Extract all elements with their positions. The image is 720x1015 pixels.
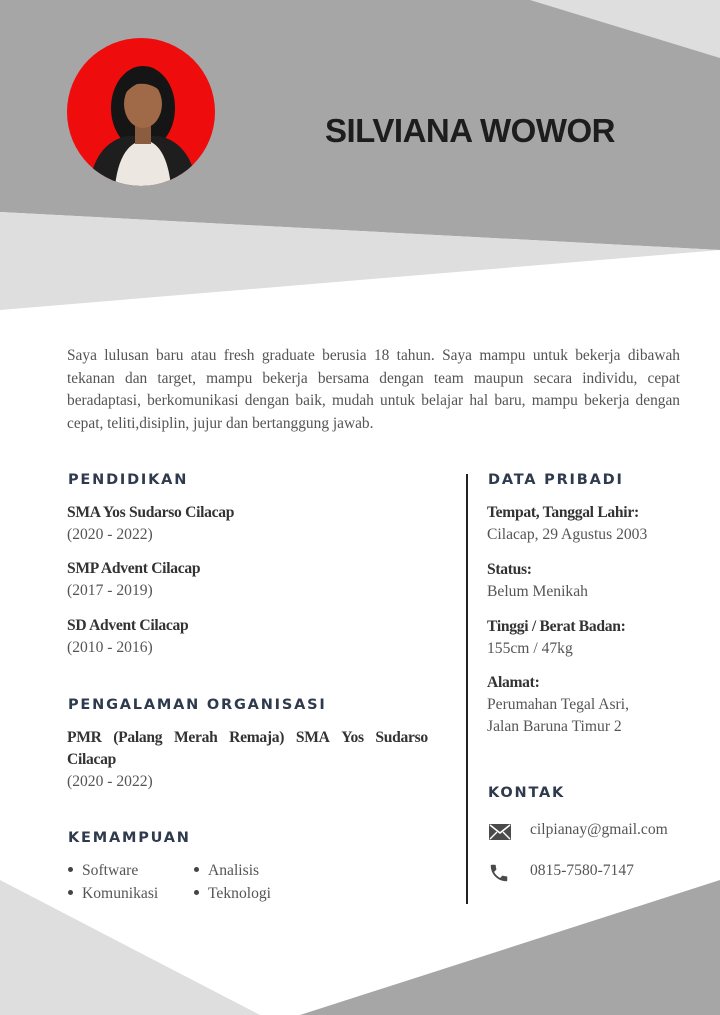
school-name: SD Advent Cilacap <box>67 617 189 634</box>
status-label: Status: <box>487 561 532 578</box>
email-text[interactable]: cilpianay@gmail.com <box>530 821 668 838</box>
school-name: SMP Advent Cilacap <box>67 560 201 577</box>
address-line: Jalan Baruna Timur 2 <box>487 718 622 735</box>
org-word: SMA <box>295 729 330 746</box>
phone-icon <box>488 862 510 884</box>
organization-name-line <box>67 727 428 749</box>
height-weight-value: 155cm / 47kg <box>487 640 573 657</box>
height-weight-label: Tinggi / Berat Badan: <box>487 618 626 635</box>
status-info <box>487 559 588 603</box>
school-years: (2010 - 2016) <box>67 639 153 656</box>
personal-data-heading: DATA PRIBADI <box>488 472 624 488</box>
school-years: (2020 - 2022) <box>67 526 153 543</box>
org-word: (Palang <box>113 729 163 746</box>
birth-info <box>487 502 647 546</box>
mail-icon <box>488 823 512 841</box>
height-weight-info <box>487 616 626 660</box>
phone-text[interactable]: 0815-7580-7147 <box>530 862 634 879</box>
status-value: Belum Menikah <box>487 583 588 600</box>
org-word: PMR <box>67 729 102 746</box>
skill-item: Teknologi <box>194 883 271 906</box>
organization-name-line2: Cilacap <box>67 751 117 768</box>
address-line: Perumahan Tegal Asri, <box>487 696 629 713</box>
profile-photo <box>67 38 215 186</box>
skills-heading: KEMAMPUAN <box>68 830 191 846</box>
school-name: SMA Yos Sudarso Cilacap <box>67 504 235 521</box>
birth-value: Cilacap, 29 Agustus 2003 <box>487 526 648 543</box>
skill-item: Software <box>68 860 138 883</box>
page-title: SILVIANA WOWOR <box>325 112 615 149</box>
org-word: Merah <box>173 729 218 746</box>
address-label: Alamat: <box>487 674 540 691</box>
organization-heading: PENGALAMAN ORGANISASI <box>68 697 327 713</box>
organization-entry <box>67 727 428 793</box>
skill-item: Komunikasi <box>68 883 158 906</box>
education-entry <box>67 615 188 659</box>
education-heading: PENDIDIKAN <box>68 472 189 488</box>
organization-years: (2020 - 2022) <box>67 773 153 790</box>
column-divider <box>466 474 468 904</box>
contact-heading: KONTAK <box>488 785 566 801</box>
profile-summary: Saya lulusan baru atau fresh graduate berusia 18 tahun. Saya mampu untuk bekerja dibawah tekanan dan target, mampu bekerja bersama dengan team maupun secara individu, cepat beradaptasi, berkomunikasi dengan baik, mudah untuk belajar hal baru, mampu bekerja dengan cepat, teliti,disiplin, jujur dan bertanggung jawab. <box>67 347 680 432</box>
skill-item: Analisis <box>194 860 259 883</box>
education-entry <box>67 558 200 602</box>
school-years: (2017 - 2019) <box>67 582 153 599</box>
birth-label: Tempat, Tanggal Lahir: <box>487 504 639 521</box>
org-word: Sudarso <box>375 729 428 746</box>
address-info <box>487 672 629 738</box>
org-word: Remaja) <box>229 729 285 746</box>
education-entry <box>67 502 234 546</box>
org-word: Yos <box>341 729 364 746</box>
